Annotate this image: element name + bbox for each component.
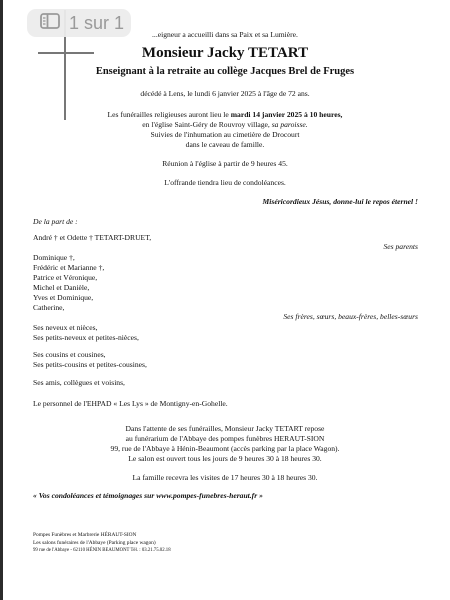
parents-names: André † et Odette † TETART-DRUET,	[33, 233, 152, 242]
sibling-item: Michel et Danièle,	[33, 283, 90, 292]
funeral-line-3: Suivies de l'inhumation au cimetière de Drocourt	[150, 130, 300, 139]
rest-line: Dans l'attente de ses funérailles, Monsieur Jacky TETART repose	[125, 424, 325, 433]
rest-line: Le salon est ouvert tous les jours de 9 heures 30 à 18 heures 30.	[128, 454, 322, 463]
sibling-item: Yves et Dominique,	[33, 293, 94, 302]
parents-role: Ses parents	[383, 242, 418, 251]
sidebar-toggle-icon[interactable]	[40, 13, 69, 34]
ehpad-line: Le personnel de l'EHPAD « Les Lys » de Montigny-en-Gohelle.	[33, 399, 228, 408]
footer-line: Les salons funéraires de l'Abbaye (Parking place wagon)	[33, 540, 156, 546]
footer-line: Pompes Funèbres et Marbrerie HÉRAUT-SION	[33, 532, 137, 538]
nephews-line: Ses neveux et nièces,	[33, 323, 98, 332]
window-edge	[0, 0, 3, 600]
deceased-name: Monsieur Jacky TETART	[141, 45, 309, 61]
funeral-parish: sa paroisse.	[271, 120, 308, 129]
sibling-item: Frédéric et Marianne †,	[33, 263, 105, 272]
funeral-line-1	[0, 110, 450, 119]
funeral-text: Les funérailles religieuses auront lieu le	[107, 110, 231, 119]
sibling-item: Catherine,	[33, 303, 65, 312]
nephews-line: Ses petits-neveux et petites-nièces,	[33, 333, 139, 342]
funeral-date: mardi 14 janvier 2025 à 10 heures,	[230, 110, 343, 119]
occupation-line: Enseignant à la retraite au collège Jacques Brel de Fruges	[95, 66, 355, 77]
footer-line: 99 rue de l'Abbaye - 62110 HÉNIN BEAUMONT Tél. : 03.21.75.02.18	[33, 548, 171, 553]
death-line: décédé à Lens, le lundi 6 janvier 2025 à l'âge de 72 ans.	[140, 89, 310, 98]
rest-line: 99, rue de l'Abbaye à Hénin-Beaumont (accès parking par la place Wagon).	[110, 444, 340, 453]
sibling-item: Patrice et Véronique,	[33, 273, 98, 282]
prayer-line: Miséricordieux Jésus, donne-lui le repos éternel !	[262, 197, 418, 206]
intro-text: ...eigneur a accueilli dans sa Paix et sa Lumière.	[152, 30, 298, 39]
offering-line: L'offrande tiendra lieu de condoléances.	[164, 178, 286, 187]
funeral-church: en l'église Saint-Géry de Rouvroy village,	[142, 120, 272, 129]
condolences-line: « Vos condoléances et témoignages sur www.pompes-funebres-heraut.fr »	[33, 491, 263, 500]
funeral-line-4: dans le caveau de famille.	[185, 140, 265, 149]
siblings-role: Ses frères, sœurs, beaux-frères, belles-sœurs	[283, 312, 418, 321]
cousins-line: Ses petits-cousins et petites-cousines,	[33, 360, 147, 369]
meeting-line: Réunion à l'église à partir de 9 heures 45.	[162, 159, 288, 168]
friends-line: Ses amis, collègues et voisins,	[33, 378, 125, 387]
sibling-item: Dominique †,	[33, 253, 75, 262]
page-indicator-badge[interactable]	[27, 9, 131, 37]
rest-line: au funérarium de l'Abbaye des pompes funèbres HERAUT-SION	[125, 434, 325, 443]
visits-line: La famille recevra les visites de 17 heures 30 à 18 heures 30.	[132, 473, 318, 482]
cousins-line: Ses cousins et cousines,	[33, 350, 106, 359]
page-indicator-text: 1 sur 1	[69, 12, 125, 33]
funeral-line-2	[0, 120, 450, 129]
from-label: De la part de :	[33, 217, 78, 226]
